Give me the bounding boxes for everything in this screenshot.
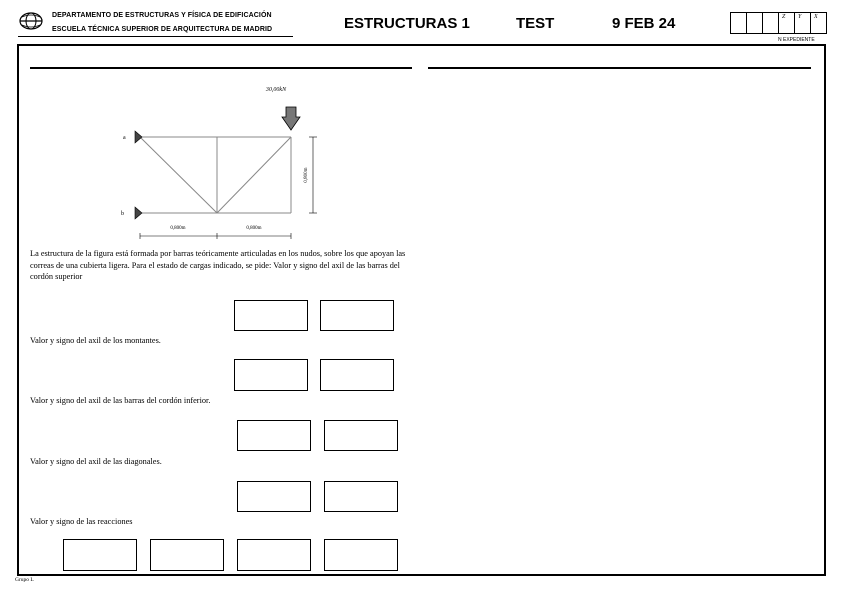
node-b-label: b xyxy=(121,211,124,217)
expediente-cell-x[interactable]: X xyxy=(810,12,827,34)
group-label: Grupo L xyxy=(15,577,34,583)
answer-box[interactable] xyxy=(150,539,224,571)
truss-figure xyxy=(100,80,340,240)
answer-box[interactable] xyxy=(324,420,398,451)
exam-type: TEST xyxy=(516,15,555,32)
span-dimension xyxy=(140,233,291,239)
answer-box[interactable] xyxy=(320,300,394,331)
expediente-cell[interactable] xyxy=(730,12,747,34)
logo-icon xyxy=(18,10,44,32)
question-diagonales: Valor y signo del axil de las diagonales. xyxy=(30,457,162,466)
answer-box[interactable] xyxy=(324,481,398,512)
question-montantes: Valor y signo del axil de los montantes. xyxy=(30,336,161,345)
answer-box[interactable] xyxy=(234,300,308,331)
height-label: 0,800m xyxy=(304,167,309,183)
support-b-icon xyxy=(135,207,142,219)
expediente-grid xyxy=(731,12,827,34)
span-right-label: 0,800m xyxy=(246,226,262,231)
answer-box[interactable] xyxy=(324,539,398,571)
problem-statement: La estructura de la figura está formada por barras teóricamente articuladas en los nudos, sobre los que apoyan las correas de una cubierta ligera. Para el estado de cargas indicado, se pide: Valor y signo del axil de las barras del cordón superior xyxy=(30,249,406,281)
expediente-cell[interactable] xyxy=(746,12,763,34)
node-a-label: a xyxy=(123,135,126,141)
expediente-cell-y[interactable]: Y xyxy=(794,12,811,34)
diagonal-left xyxy=(140,137,217,213)
diagonal-right xyxy=(217,137,291,213)
school-logo xyxy=(18,10,44,32)
expediente-cell[interactable] xyxy=(762,12,779,34)
answer-box[interactable] xyxy=(234,359,308,391)
answer-box[interactable] xyxy=(320,359,394,391)
span-left-label: 0,800m xyxy=(170,226,186,231)
answer-box[interactable] xyxy=(63,539,137,571)
exam-date: 9 FEB 24 xyxy=(612,15,676,32)
school-name: ESCUELA TÉCNICA SUPERIOR DE ARQUITECTURA DE MADRID xyxy=(52,26,273,33)
answer-box[interactable] xyxy=(237,539,311,571)
subject-title: ESTRUCTURAS 1 xyxy=(344,15,470,32)
support-a-icon xyxy=(135,131,142,143)
expediente-cell-z[interactable]: Z xyxy=(778,12,795,34)
department-name: DEPARTAMENTO DE ESTRUCTURAS Y FÍSICA DE EDIFICACIÓN xyxy=(52,12,272,19)
load-label: 30,00kN xyxy=(265,87,287,93)
answer-box[interactable] xyxy=(237,481,311,512)
header-underline xyxy=(18,36,293,37)
answer-box[interactable] xyxy=(237,420,311,451)
question-reacciones: Valor y signo de las reacciones xyxy=(30,517,133,526)
height-dimension xyxy=(309,137,317,213)
right-column-rule xyxy=(428,67,811,69)
load-arrow-icon xyxy=(282,107,300,130)
question-cordon-inferior: Valor y signo del axil de las barras del cordón inferior. xyxy=(30,396,211,405)
expediente-label: N EXPEDIENTE xyxy=(778,37,815,43)
left-column-rule xyxy=(30,67,412,69)
